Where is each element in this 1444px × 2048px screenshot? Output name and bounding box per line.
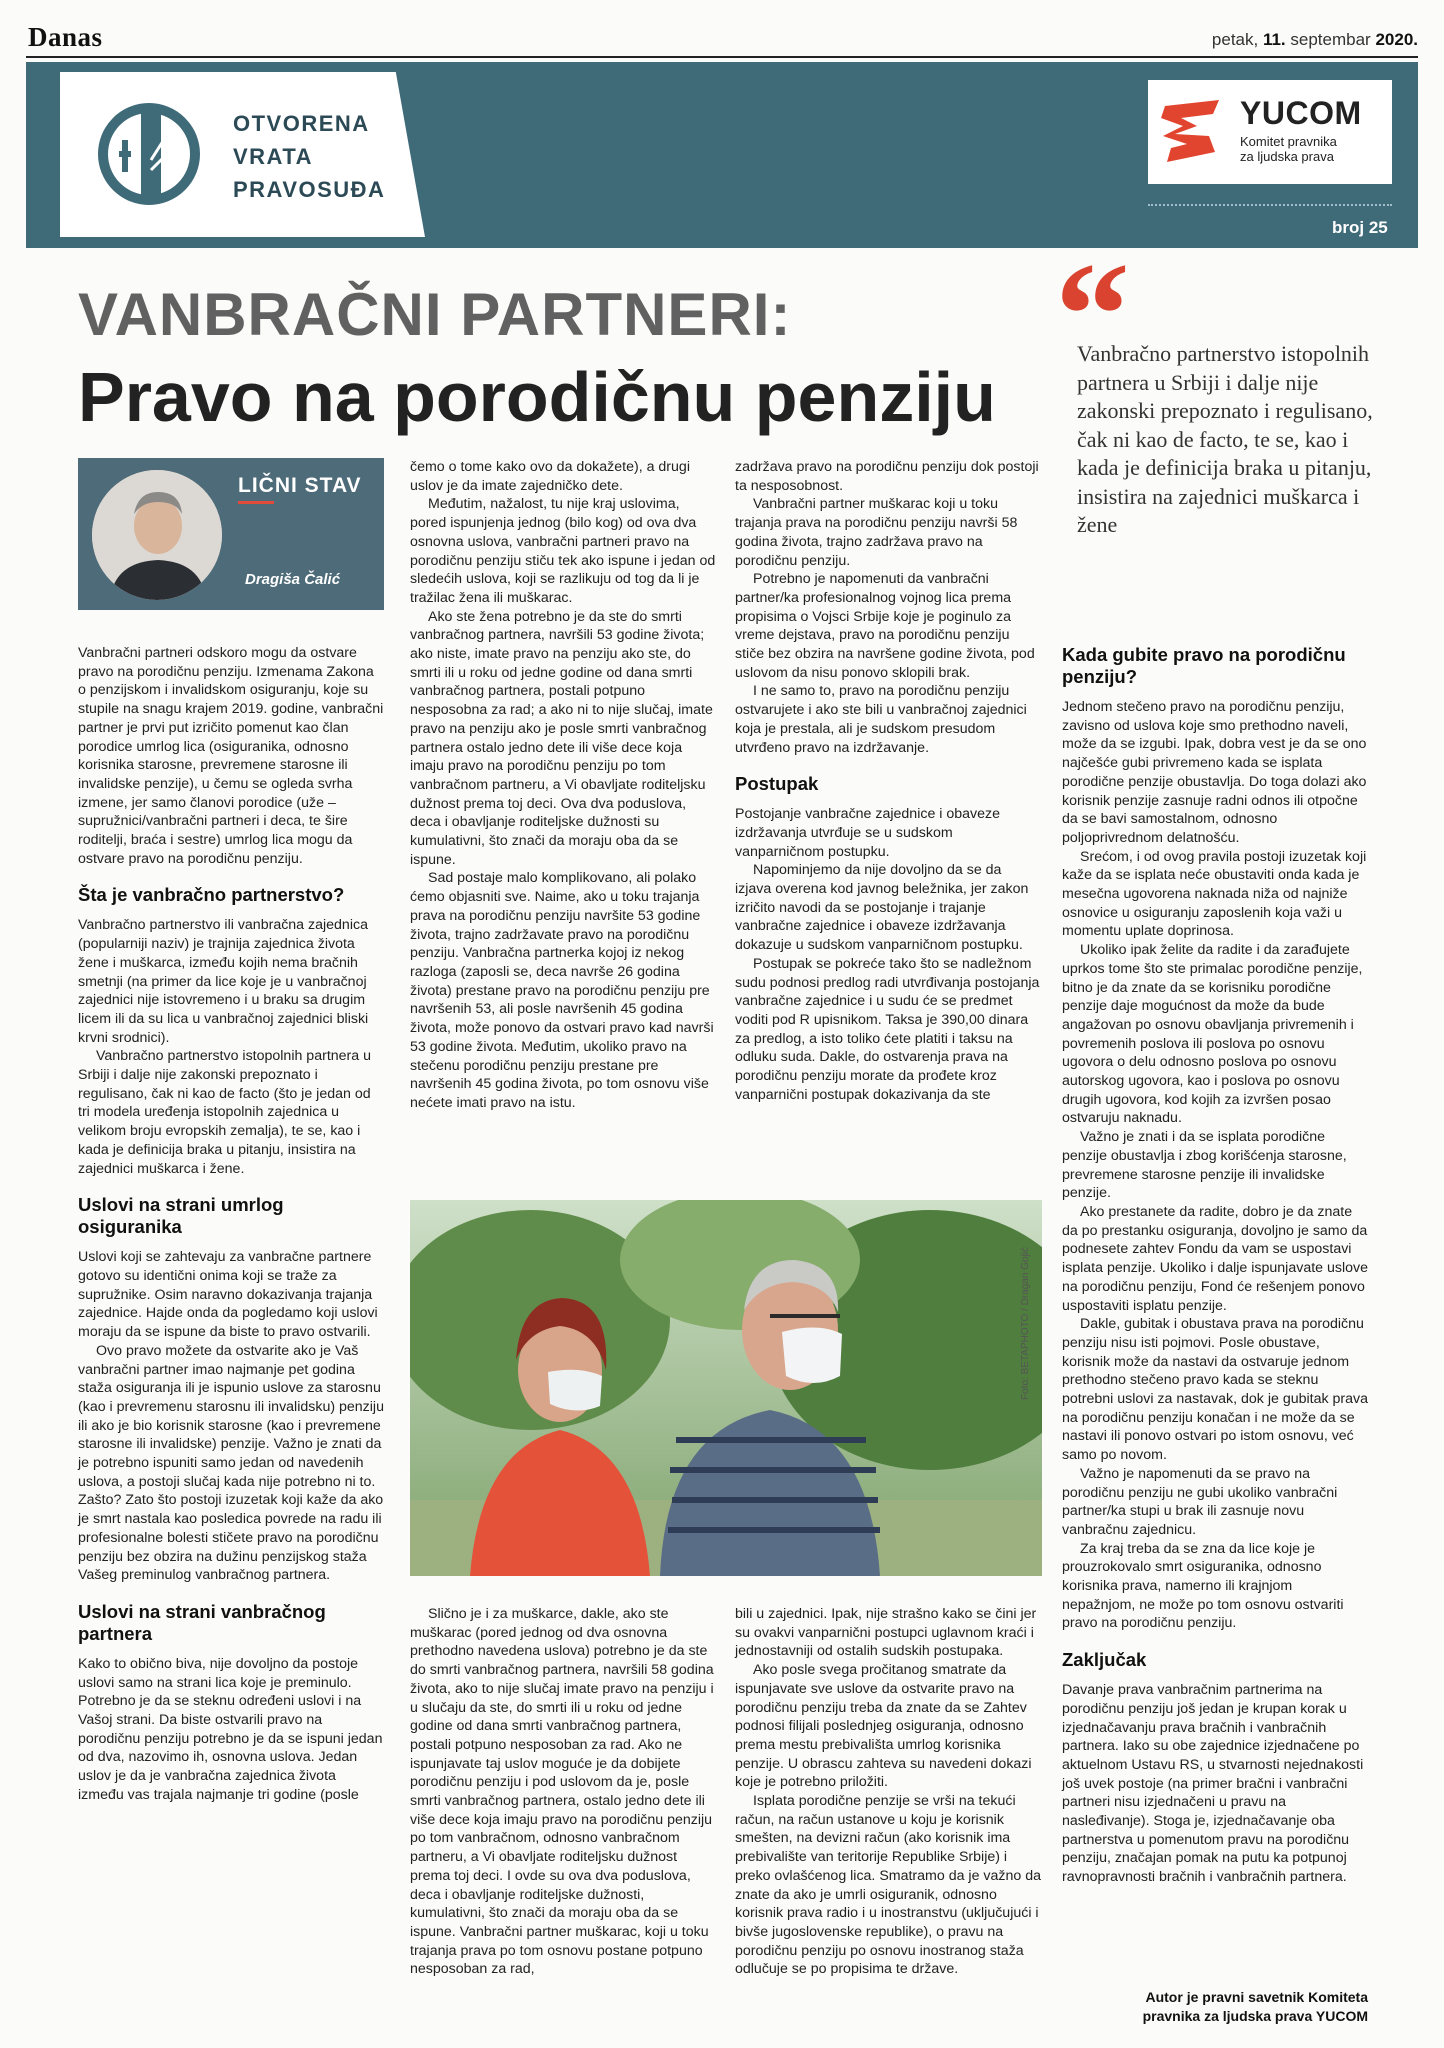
paragraph: Ako prestanete da radite, dobro je da znate da po prestanku osiguranja, dovoljno je samo da podnesete zahtev Fondu da vam se uspostavi isplata penzije. Ukoliko i dalje ispunjavate uslove na porodičnu penziju, Fond će rešenjem ponovo uspostaviti isplatu penzije. <box>1062 1203 1368 1314</box>
paragraph: Za kraj treba da se zna da lice koje je prouzrokovalo smrt osiguranika, odnosno korisnika prava, namerno ili krajnjom nepažnjom, ne može po tom osnovu ostvariti pravo na porodičnu penziju. <box>1062 1540 1344 1632</box>
issue-number: broj 25 <box>1332 218 1388 237</box>
paragraph: Postojanje vanbračne zajednice i obaveze izdržavanja utvrđuje se u sudskom vanparničnom postupku. <box>735 806 1001 860</box>
article-column-4 <box>1062 644 1368 1887</box>
paragraph: Isplata porodične penzije se vrši na tekući račun, na račun ustanove u koju je korisnik smešten, na devizni račun (ako korisnik ima prebivalište van teritorije Republike Srbije) i preko ovlašćenog lica. Smatramo da je važno da znate da ako je umrli osiguranik, odnosno korisnik prava radio i u inostranstvu (uključujući i bivše jugoslovenske republike), o pravu na porodičnu penziju po osnovu inostranog staža odlučuje se po propisima te države. <box>735 1793 1041 1978</box>
paragraph: Napominjemo da nije dovoljno da se da izjava overena kod javnog beležnika, jer zakon izričito navodi da se postojanje i trajanje vanbračne zajednice i obaveze izdržavanja dokazuje u sudskom vanparničnom postupku. <box>735 862 1029 954</box>
paragraph: Vanbračni partneri odskoro mogu da ostvare pravo na porodičnu penziju. Izmenama Zakona o penzijskom i invalidskom osiguranju, koje su stupile na snagu krajem 2019. godine, vanbračni partner je prvi put izričito pomenut kao član porodice umrlog lica (osiguranika, odnosno korisnika starosne, prevremene starosne ili invalidske penzije), u čemu se ogleda svrha izmene, jer samo članovi porodice (uže – supružnici/vanbračni partneri i deca, te šire roditelji, braća i sestre) umrlog lica mogu da ostvare pravo na porodičnu penziju. <box>78 645 384 867</box>
subheading: Uslovi na strani vanbračnog partnera <box>78 1600 326 1644</box>
dateline: petak, 11. septembar 2020. <box>1211 30 1418 49</box>
paragraph: Jednom stečeno pravo na porodičnu penziju, zavisno od uslova koje smo prethodno naveli, može da se izgubi. Ipak, dobra vest je da se ono najčešće gubi privremeno kada se isplata porodične penzije obustavlja. Do toga dolazi ako korisnik penzije zasnuje radni odnos ili otpočne da se bavi samostalnom, odnosno poljoprivrednom delatnošću. <box>1062 699 1367 846</box>
dotted-divider <box>1148 204 1392 206</box>
paragraph: Ukoliko ipak želite da radite i da zarađujete uprkos tome što ste primalac porodične penzije, bitno je da znate da se korisniku porodične penzije daje mogućnost da može da bude angažovan po osnovu obavljanja privremenih i povremenih poslova ili poslova po osnovu ugovora o delu odnosno poslova po osnovu autorskog ugovora, kao i poslova po osnovu drugih ugovora, kod kojih za izvršen posao ostvaruju naknadu. <box>1062 942 1363 1127</box>
author-signature: Autor je pravni savetnik Komiteta pravnika za ljudska prava YUCOM <box>1142 1989 1368 2024</box>
paragraph: Ako posle svega pročitanog smatrate da ispunjavate sve uslove da ostvarite pravo na porodičnu penziju treba da znate da se Zahtev podnosi filijali poslednjeg osiguranja, odnosno prema mestu prebivališta umrlog korisnika penzije. U obrascu zahteva su navedeni dokazi koje je potrebno priložiti. <box>735 1662 1032 1791</box>
paragraph: Uslovi koji se zahtevaju za vanbračne partnere gotovo su identični onima koji se traže za supružnike. Osim naravno dokazivanja trajanja zajednice. Hajde onda da pogledamo koji uslovi moraju da se ispune da biste to pravo ostvarili. <box>78 1249 378 1341</box>
paragraph: Važno je znati i da se isplata porodične penzije obustavlja i zbog korišćenja starosne, prevremene starosne penzije ili invalidske penzije. <box>1062 1129 1347 1202</box>
headline-title: Pravo na porodičnu penziju <box>78 358 996 436</box>
top-rule <box>26 56 1418 58</box>
paragraph: Ako ste žena potrebno je da ste do smrti vanbračnog partnera, navršili 53 godine života; ako niste, imate pravo na penziju ako ste, do smrti ili u roku od jedne godine od dana smrti vanbračnog partnera, postali potpuno nesposobna za rad; a ako ni to nije slučaj, imate pravo na penziju ako je posle smrti vanbračnog partnera ostalo jedno dete ili više dece koja imaju pravo na porodičnu penziju po tom vanbračnom partneru, a Vi obavljate roditeljsku dužnost prema toj deci. Ova dva poduslova, deca i obavljanje roditeljske dužnosti su kumulativni, što znači da moraju oba da se ispune. <box>410 608 713 868</box>
paragraph: Međutim, nažalost, tu nije kraj uslovima, pored ispunjenja jednog (bilo kog) od ova dva osnovna uslova, vanbračni partneri pravo na porodičnu penziju stiču tek ako ispune i jedan od sledećih uslova, koji se razlikuju od tog da li je tražilac žena ili muškarac. <box>410 496 716 606</box>
author-box-label: LIČNI STAV <box>238 474 362 497</box>
subheading: Zaključak <box>1062 1649 1147 1671</box>
partner-name: YUCOM <box>1240 95 1362 131</box>
paragraph: čemo o tome kako ovo da dokažete), a drugi uslov je da imate zajedničko dete. <box>410 459 690 494</box>
paragraph: Davanje prava vanbračnim partnerima na porodičnu penziju još jedan je krupan korak u izjednačavanju prava bračnih i vanbračnih partnera. Iako su obe zajednice izjednačene po aktuelnom Ustavu RS, u stvarnosti nejednakosti još uvek postoje (na primer bračni i vanbračni partneri nisu izjednačeni u pravu na nasleđivanje). Stoga je, izjednačavanje oba partnerstva u pomenutom pravu na porodičnu penziju, značajan pomak na putu ka potpunoj ravnopravnosti bračnih i vanbračnih partnera. <box>1062 1682 1364 1886</box>
photo-credit: Foto: BETAPHOTO / Dragan Gojić <box>1020 1246 1031 1400</box>
article-column-2-continued <box>410 1605 716 1979</box>
subheading: Šta je vanbračno partnerstvo? <box>78 884 345 906</box>
yucom-logo-icon <box>1157 96 1227 168</box>
article-column-2 <box>410 458 716 1113</box>
partner-subtitle: Komitet pravnika za ljudska prava <box>1240 134 1337 164</box>
paragraph: Važno je napomenuti da se pravo na porodičnu penziju ne gubi ukoliko vanbračni partner/ka stupi u brak ili zasnuje novu vanbračnu zajednicu. <box>1062 1465 1338 1538</box>
article-photo <box>410 1200 1042 1576</box>
headline-kicker: VANBRAČNI PARTNERI: <box>78 281 792 348</box>
quote-mark-icon: “ <box>1055 232 1130 398</box>
author-photo <box>92 470 222 600</box>
subheading: Kada gubite pravo na porodičnu penziju? <box>1062 644 1346 687</box>
paragraph: Kako to obično biva, nije dovoljno da postoje uslovi samo na strani lica koje je preminulo. Potrebno je da se steknu određeni uslovi i na Vašoj strani. Da biste ostvarili pravo na porodičnu penziju potrebno je da se ispuni jedan od dva, nazovimo ih, osnovna uslova. Jedan uslov je da je vanbračna zajednica života između vas trajala najmanje tri godine (posle <box>78 1655 383 1803</box>
paragraph: Dakle, gubitak i obustava prava na porodičnu penziju nisu isti pojmovi. Posle obustave, korisnik može da nastavi da ostvaruje jednom prethodno stečeno pravo kada se steknu potrebni uslovi za nastavak, dok je gubitak prava na porodičnu penziju konačan i ne može da se nastavi ili ponovo ostvari po istom osnovu, već samo po novom. <box>1062 1316 1369 1464</box>
paragraph: Sad postaje malo komplikovano, ali polako ćemo objasniti sve. Naime, ako u toku trajanja prava na porodičnu penziju navršite 53 godine života, trajno zadržavate pravo na porodičnu penziju. Vanbračna partnerka kojoj iz nekog razloga (zaposli se, deca navrše 26 godina života) prestane pravo na porodičnu penziju pre navršenih 53, ali posle navršenih 45 godina života, može ponovo da ostvari pravo kad navrši 53 godine života. Međutim, ukoliko pravo na stečenu porodičnu penziju prestane pre navršenih 45 godina života, po tom osnovu više nećete imati pravo na istu. <box>410 870 714 1111</box>
paragraph: Potrebno je napomenuti da vanbračni partner/ka profesionalnog vojnog lica prema propisima o Vojsci Srbije koje je poginulo za vreme dejstava, pravo na porodičnu penziju stiče bez obzira na navršene godine života, pod uslovom da nisu ponovo sklopili brak. <box>735 571 1035 681</box>
article-column-1 <box>78 644 384 1805</box>
paragraph: Postupak se pokreće tako što se nadležnom sudu podnosi predlog radi utvrđivanja postojanja vanbračne zajednice i u sudu će se predmet voditi pod R upisnikom. Taksa je 390,00 dinara za predlog, a isto toliko ćete platiti i taksu na odluku suda. Dakle, do ostvarenja prava na porodičnu penziju morate da prođete kroz vanparnični postupak dokazivanja da ste <box>735 955 1040 1103</box>
section-name: OTVORENA VRATA PRAVOSUĐA <box>233 111 386 202</box>
pull-quote: Vanbračno partnerstvo istopolnih partnera u Srbiji i dalje nije zakonski prepoznato i regulisano, čak ni kao de facto, te se, kao i kada je definicija braka u pitanju, insistira na zajednici muškarca i žene <box>1077 341 1373 537</box>
label-underline <box>238 501 274 504</box>
paragraph: I ne samo to, pravo na porodičnu penziju ostvarujete i ako ste bili u vanbračnoj zajednici koja je prestala, ali je sudskom presudom utvrđeno pravo na izdržavanje. <box>735 683 1027 756</box>
article-column-3-continued <box>735 1605 1041 1979</box>
paragraph: Ovo pravo možete da ostvarite ako je Vaš vanbračni partner imao najmanje pet godina staža osiguranja ili je ispunio uslove za starosnu (kao i prevremenu starosnu ili invalidsku) penziju ili ako je bio korisnik starosne (kao i prevremene starosne ili invalidske) penzije. Važno je znati da je potrebno ispuniti samo jedan od navedenih uslova, a postoji slučaj kada nije potrebno ni to. Zašto? Zato što postoji izuzetak koji kaže da ako je smrt nastala kao posledica povrede na radu ili profesionalne bolesti stičete pravo na porodičnu penziju bez obzira na dužinu penzijskog staža Vašeg preminulog vanbračnog partnera. <box>78 1342 384 1584</box>
paragraph: Srećom, i od ovog pravila postoji izuzetak koji kaže da se isplata neće obustaviti onda kada je mesečna ugovorena naknada niža od najniže osnovice u osiguranju zaposlenih koja važi u momentu uplate doprinosa. <box>1062 848 1367 940</box>
paragraph: Vanbračno partnerstvo ili vanbračna zajednica (popularniji naziv) je trajnija zajednica života žene i muškarca, između kojih nema bračnih smetnji (na primer da lice koje je u vanbračnoj zajednici nije istovremeno i u braku sa drugim licem ili da su lica u vanbračnoj zajednici bliski krvni srodnici). <box>78 917 369 1046</box>
paragraph: zadržava pravo na porodičnu penziju dok postoji ta nesposobnost. <box>735 459 1039 494</box>
article-column-3 <box>735 458 1041 1105</box>
paragraph: Vanbračno partnerstvo istopolnih partnera u Srbiji i dalje nije zakonski prepoznato i regulisano, čak ni kao de facto (što je jedan od tri modela uređenja istopolnih zajednica u velikom broju evropskih zemalja), te se, kao i kada je definicija braka u pitanju, insistira na zajednici muškarca i žene. <box>78 1048 371 1177</box>
scales-logo-icon <box>95 100 203 208</box>
paragraph: Slično je i za muškarce, dakle, ako ste muškarac (pored jednog od dva osnovna prethodno navedena uslova) potrebno je da ste do smrti vanbračnog partnera, navršili 58 godina života, ako to nije slučaj imate pravo na penziju i u slučaju da ste, do smrti ili u roku od jedne godine od dana smrti vanbračnog partnera, postali potpuno nesposoban za rad. Ako ne ispunjavate taj uslov moguće je da dobijete porodičnu penziju i pod uslovom da je, posle smrti vanbračnog partnera, ostalo jedno dete ili više dece koja imaju pravo na porodičnu penziju po tom vanbračnom, odnosno vanbračnom partneru, a Vi obavljate roditeljsku dužnost prema toj deci. I ovde su ova dva poduslova, deca i obavljanje roditeljske dužnosti, kumulativni, što znači da moraju oba da se ispune. Vanbračni partner muškarac, koji u toku trajanja prava po tom osnovu postane potpuno nesposoban za rad, <box>410 1606 714 1978</box>
subheading: Uslovi na strani umrlog osiguranika <box>78 1194 284 1238</box>
paragraph: Vanbračni partner muškarac koji u toku trajanja prava na porodičnu penziju navrši 58 godina života, trajno zadržava pravo na porodičnu penziju. <box>735 496 1018 569</box>
author-name: Dragiša Čalić <box>245 571 341 588</box>
paragraph: bili u zajednici. Ipak, nije strašno kako se čini jer su ovakvi vanparnični postupci uglavnom kraći i jednostavniji od ostalih sudskih postupaka. <box>735 1606 1037 1660</box>
subheading: Postupak <box>735 773 819 795</box>
masthead-logo: Danas <box>28 22 103 52</box>
